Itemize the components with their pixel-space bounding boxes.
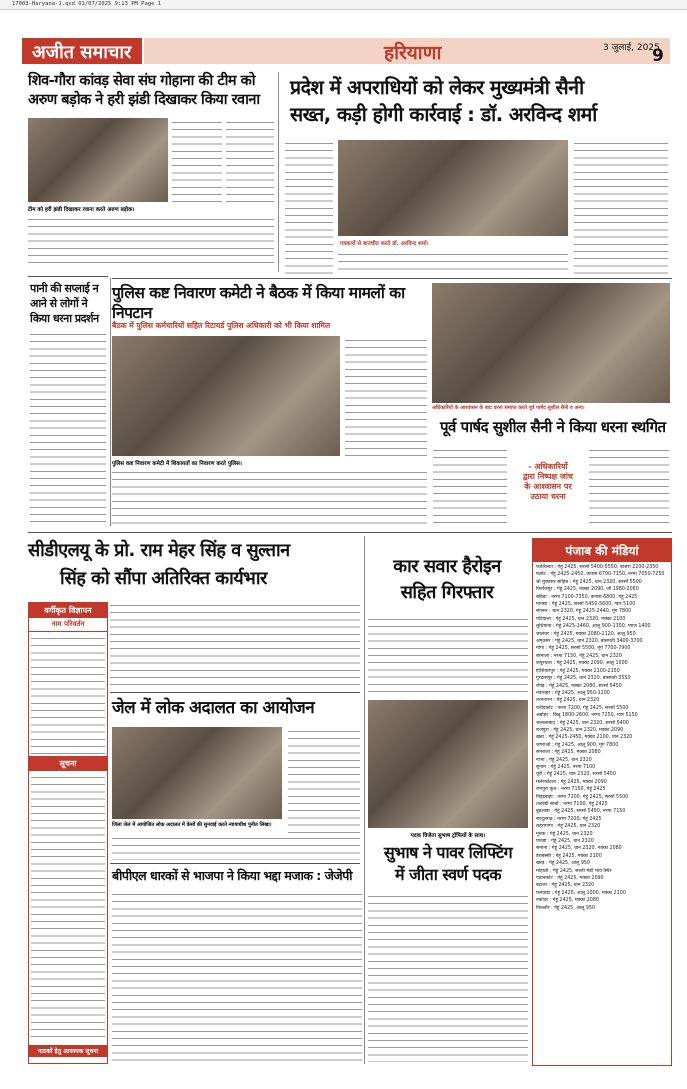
story2-headline: पानी की सप्लाई न आने से लोगों ने किया धरना प्रदर्शन [30, 282, 99, 325]
mandi-line: बरनाला : नरमा 7150, गेहूं 2425, धान 2320 [536, 653, 622, 659]
rule-col-story2 [110, 278, 111, 526]
mandi-line: मलेरकोटला : गेहूं 2425, मक्का 2090 [536, 779, 607, 785]
dharna-photo-caption: अधिकारियों के आश्वासन के बाद धरना समाप्त करते पूर्व पार्षद सुशील सैनी व अन्य। [432, 405, 585, 411]
mandi-line: बठिंडा : नरमा 7100-7350, कपास 6800, गेहूं 2425 [536, 594, 638, 600]
bpl-headline: बीपीएल धारकों से भाजपा ने किया भद्दा मजाक : जेजेपी [112, 868, 353, 883]
mandi-line: फाजिल्का : गेहूं 2425, सरसों 5400-5550, बाजरा 2200-2350 [536, 565, 659, 570]
rule-story2-top [28, 276, 108, 277]
mandi-line: श्री मुक्तसर साहिब : गेहूं 2425, धान 2320, सरसों 5500 [536, 579, 642, 585]
lead-col1 [285, 139, 333, 274]
pullquote-line-2: द्वारा निष्पक्ष जांच [522, 472, 574, 481]
classified-box [28, 602, 108, 1064]
pullquote-line-1: - अधिकारियों [528, 462, 568, 471]
mandi-line: जगराओं : गेहूं 2425, आलू 900, मूंग 7800 [536, 742, 619, 748]
paper-name-box [22, 38, 142, 64]
dharna-body-right [589, 446, 669, 528]
mandi-line: रोपड़ : गेहूं 2425, मक्का 2080, सरसों 5450 [536, 683, 622, 689]
classified-sub-notice: सूचना [29, 756, 107, 771]
section-bar [144, 38, 670, 64]
car-headline-1: कार सवार हैरोइन [393, 556, 501, 577]
lead-photo [338, 140, 568, 236]
mandi-line: गुरदासपुर : गेहूं 2425, धान 2320, बासमती 3550 [536, 676, 631, 682]
power-photo [368, 700, 528, 828]
mandi-line: पातड़ां : गेहूं 2425, धान 2320 [536, 839, 594, 845]
mandi-line: जालंधर : गेहूं 2425, मक्का 2080-2120, आलू 950 [536, 631, 636, 637]
police-body-a [345, 336, 427, 456]
mandi-line: फगवाड़ा : गेहूं 2425, आलू 1000, मक्का 2100 [536, 890, 626, 896]
mandi-line: होशियारपुर : गेहूं 2425, मक्का 2100-2150 [536, 668, 620, 674]
pullquote-line-4: उठाया धरना [530, 492, 566, 501]
mandi-line: खरड़ : गेहूं 2425, आलू 950 [536, 861, 590, 867]
pullquote-line-3: के आश्वासन पर [524, 482, 572, 491]
mandi-line: बटाला : गेहूं 2425, धान 2320 [536, 883, 595, 889]
power-headline-1: सुभाष ने पावर लिफ्टिंग [383, 843, 513, 862]
paper-name: अजीत समाचार [32, 42, 132, 63]
page-date: 3 जुलाई, 2025 [603, 43, 660, 53]
cdlu-body [110, 601, 360, 689]
jail-body [288, 727, 360, 833]
mandi-line: सरदूलगढ़ : नरमा 7200, गेहूं 2425 [536, 816, 602, 822]
mandi-line: राजपुरा : गेहूं 2425, धान 2320, मक्का 2090 [536, 727, 624, 733]
mandi-line: अमृतसर : गेहूं 2425, धान 2320, बासमती 3400-3700 [536, 639, 643, 645]
mandi-line: लुधियाना : गेहूं 2425-2460, आलू 900-1300, प्याज 1400 [536, 624, 651, 630]
mandi-line: पठानकोट : गेहूं 2425, मक्का 2090 [536, 876, 604, 882]
mandi-line: फिल्लौर : गेहूं 2425, आलू 950 [536, 905, 596, 911]
mandi-line: तलवंडी साबो : नरमा 7100, गेहूं 2425 [536, 802, 608, 807]
mandi-line: समाना : गेहूं 2425, धान 2320, मक्का 2080 [536, 846, 622, 852]
classified-sub-name-change: नाम परिवर्तन [29, 618, 107, 632]
lead-col-right [574, 139, 668, 274]
mandi-list [533, 562, 671, 914]
mandi-line: खन्ना : गेहूं 2425-2450, मक्का 2100, धान 2320 [536, 735, 633, 741]
print-meta-text: 17003-Haryana-1.qxd 01/07/2025 9:13 PM Page 1 [12, 1, 162, 7]
police-caption: पुलिस कष्ट निवारण कमेटी में शिकायतों का निवारण करते पुलिस। [112, 461, 242, 467]
mandi-line: संगरूर : धान 2320, गेहूं 2425-2440, मूंग 7800 [536, 609, 632, 615]
classified-body-1 [31, 634, 105, 754]
mandi-line: जलालाबाद : गेहूं 2425, धान 2320, सरसों 5400 [536, 720, 629, 726]
mandi-line: मानसा : गेहूं 2425, सरसों 5450-5600, ग्वार 5100 [536, 602, 636, 608]
story1-body-grey [28, 215, 274, 267]
classified-header: वर्गीकृत विज्ञापन [29, 603, 107, 618]
classified-footer: पाठकों हेतु आवश्यक सूचना [29, 1045, 107, 1057]
mandi-line: कपूरथला : गेहूं 2425, मक्का 2090, आलू 1000 [536, 661, 628, 667]
page-number: 9 [652, 46, 664, 66]
mandi-header: पंजाब की मंडियां [533, 539, 671, 562]
dharna-pullquote [512, 462, 584, 502]
story1-text-col2 [226, 118, 274, 204]
rule-jail-top [110, 692, 360, 693]
police-photo [112, 336, 340, 456]
mandi-line: रामपुरा फूल : नरमा 7150, गेहूं 2425 [536, 787, 606, 793]
section-title: हरियाणा [384, 42, 442, 64]
rule-mid [28, 532, 672, 533]
mandi-line: फरीदकोट : नरमा 7200, गेहूं 2425, सरसों 5500 [536, 705, 629, 711]
mandi-line: अबोहर : किन्नू 1800-2600, नरमा 7250, ग्वार 5150 [536, 713, 638, 719]
car-headline-2: सहित गिरफ्तार [400, 582, 494, 603]
jail-photo [112, 727, 282, 819]
dharna-body-left [433, 446, 507, 528]
mandi-line: मोगा : गेहूं 2425, सरसों 5500, मूंग 7700-7900 [536, 646, 631, 652]
mandi-line: डेराबस्सी : गेहूं 2425, मक्का 2100 [536, 853, 602, 859]
rule-police-top [112, 278, 672, 279]
mandi-line: धूरी : गेहूं 2425, धान 2320, सरसों 5450 [536, 772, 616, 778]
power-headline-2: में जीता स्वर्ण पदक [394, 865, 502, 884]
mandi-line: फिरोजपुर : गेहूं 2425, मक्का 2090, जौं 1980-2050 [536, 587, 639, 593]
story1-headline: शिव-गौरा कांवड़ सेवा संघ गोहाना की टीम को अरुण बड़ोक ने हरी झंडी दिखाकर किया रवाना [28, 73, 260, 108]
jail-headline: जेल में लोक अदालत का आयोजन [112, 698, 315, 718]
car-body [368, 615, 528, 695]
story1-caption: टीम को हरी झंडी दिखाकर रवाना करते अरुण बड़ोक। [28, 207, 135, 213]
rule-bpl-top [110, 863, 360, 864]
classified-body-2 [31, 773, 105, 1043]
print-meta-bar [0, 0, 687, 10]
jail-body-bottom [112, 834, 360, 860]
mandi-line: तरनतारन : गेहूं 2425, धान 2320 [536, 698, 600, 704]
lead-headline-1: प्रदेश में अपराधियों को लेकर मुख्यमंत्री सैनी [290, 76, 584, 99]
mandi-line: नवांशहर : गेहूं 2425, आलू 950-1200 [536, 690, 610, 696]
bpl-body [112, 890, 362, 1062]
mandi-line: समराला : गेहूं 2425, मक्का 2080 [536, 750, 601, 756]
story1-text-col1 [172, 118, 222, 204]
lead-headline-2: सख्त, कड़ी होगी कार्रवाई : डॉ. अरविन्द शर्मा [290, 103, 597, 126]
mandi-line: मूनक : गेहूं 2425, धान 2320 [536, 831, 593, 837]
story1-photo [28, 118, 168, 202]
rule-col-left [278, 72, 279, 272]
mandi-line: बुढलाडा : गेहूं 2425, सरसों 5450, नरमा 7150 [536, 809, 626, 815]
police-headline: पुलिस कष्ट निवारण कमेटी ने बैठक में किया मामलों का निपटान [112, 284, 405, 322]
mandi-line: नाभा : गेहूं 2425, धान 2320 [536, 757, 592, 763]
mandi-line: लहरागागा : गेहूं 2425, धान 2320 [536, 824, 601, 830]
power-caption: पदक विजेता सुभाष ट्रॉफियों के साथ। [410, 833, 486, 839]
police-body-b [112, 468, 427, 524]
story2-body [30, 330, 106, 525]
lead-col-photo-under [338, 250, 568, 274]
mandi-line: पटियाला : गेहूं 2425, धान 2320, मक्का 2100 [536, 616, 626, 622]
jail-caption: जिला जेल में आयोजित लोक अदालत में केसों की सुनवाई करते न्यायाधीश पुनीत लिखा। [112, 822, 272, 828]
lead-caption: पत्रकारों से बातचीत करते डॉ. अरविन्द शर्मा। [340, 241, 429, 247]
dharna-headline: पूर्व पार्षद सुशील सैनी ने किया धरना स्थगित [440, 418, 666, 436]
masthead [22, 38, 670, 66]
cdlu-headline-2: सिंह को सौंपा अतिरिक्त कार्यभार [60, 568, 267, 589]
power-body [368, 892, 528, 1062]
rule-col-mid [364, 536, 365, 1064]
dharna-photo [432, 283, 670, 403]
mandi-line: सुनाम : गेहूं 2425, नरमा 7100 [536, 764, 596, 770]
cdlu-headline-1: सीडीएलयू के प्रो. राम मेहर सिंह व सुल्तान [28, 540, 290, 561]
mandi-line: नकोदर : गेहूं 2425, मक्का 2080 [536, 898, 599, 904]
mandi-line: मोहाली : गेहूं 2425, सब्जी मंडी भाव स्थिर [536, 868, 612, 874]
police-subhead: बैठक में पुलिस कर्मचारियों सहित रिटायर्ड पुलिस अधिकारी को भी किया शामिल [112, 321, 331, 330]
mandi-line: मलोट : गेहूं 2425-2450, कपास 6700-7150, नरमा 7050-7250 [536, 572, 665, 578]
mandi-line: गिद्दड़बाहा : नरमा 7200, गेहूं 2425, सरसों 5500 [536, 794, 629, 800]
mandi-box [532, 538, 672, 1066]
